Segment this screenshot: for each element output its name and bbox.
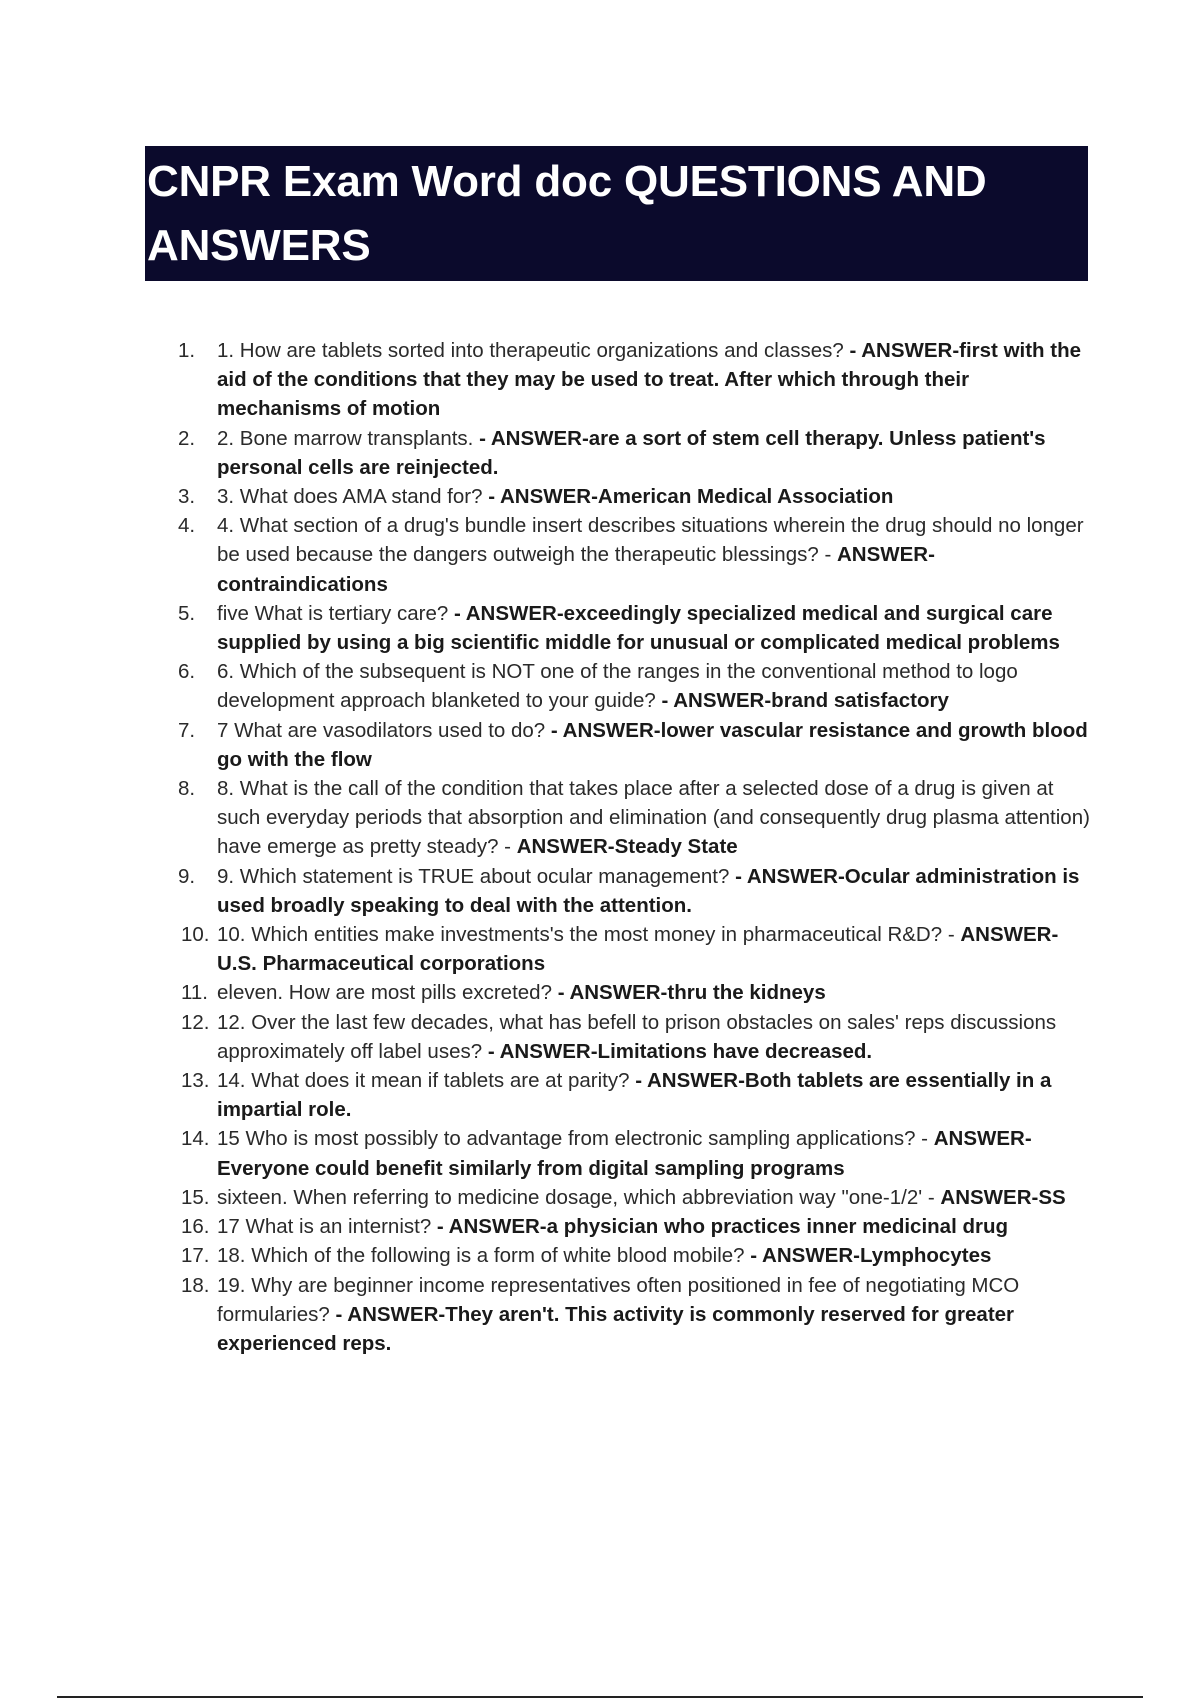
qa-answer: - ANSWER-Lymphocytes: [750, 1244, 992, 1268]
qa-answer: - ANSWER-Limitations have decreased.: [487, 1039, 873, 1063]
qa-question: 2. Bone marrow transplants.: [217, 426, 480, 450]
qa-item-number: 9.: [178, 864, 196, 888]
qa-answer: - ANSWER-They aren't. This activity is commonly reserved for greater experienced reps.: [217, 1302, 1015, 1355]
qa-item-number: 2.: [178, 426, 196, 450]
qa-item-number: 18.: [181, 1273, 210, 1297]
qa-item-number: 12.: [181, 1010, 210, 1034]
qa-item-number: 13.: [181, 1069, 210, 1093]
qa-answer: ANSWER-contraindications: [217, 543, 935, 596]
qa-item: [0, 862, 1200, 920]
qa-item-number: 16.: [181, 1215, 210, 1239]
qa-item-number: 14.: [181, 1127, 210, 1151]
qa-question: 4. What section of a drug's bundle insert describes situations wherein the drug should no longer be used because the dangers outweigh the therapeutic blessings? -: [217, 514, 1084, 567]
qa-item: [0, 1124, 1200, 1182]
qa-question: 12. Over the last few decades, what has befell to prison obstacles on sales' reps discussions approximately off label uses?: [217, 1010, 1057, 1063]
qa-question: 3. What does AMA stand for?: [217, 485, 489, 509]
qa-item: [0, 1008, 1200, 1066]
qa-question: 14. What does it mean if tablets are at parity?: [217, 1069, 636, 1093]
qa-answer: - ANSWER-are a sort of stem cell therapy. Unless patient's personal cells are reinjected.: [217, 426, 1046, 479]
qa-question: 19. Why are beginner income representatives often positioned in fee of negotiating MCO formularies?: [217, 1273, 1020, 1326]
qa-item-number: 15.: [181, 1185, 210, 1209]
qa-question: 6. Which of the subsequent is NOT one of the ranges in the conventional method to logo development approach blanketed to your guide?: [217, 660, 1018, 713]
qa-item-number: 7.: [178, 718, 196, 742]
qa-item-number: 11.: [181, 981, 208, 1005]
qa-item: [0, 511, 1200, 599]
qa-answer: - ANSWER-lower vascular resistance and growth blood go with the flow: [217, 718, 1088, 771]
qa-item: [0, 1212, 1200, 1241]
qa-item-number: 8.: [178, 777, 196, 801]
qa-answer: - ANSWER-exceedingly specialized medical and surgical care supplied by using a big scientific middle for unusual or complicated medical problems: [217, 601, 1060, 655]
qa-question: 9. Which statement is TRUE about ocular management?: [217, 864, 736, 888]
qa-item: [0, 1271, 1200, 1359]
qa-item: [0, 774, 1200, 862]
qa-item: [0, 1183, 1200, 1212]
qa-answer: - ANSWER-Both tablets are essentially in a impartial role.: [217, 1069, 1052, 1122]
document-title: CNPR Exam Word doc QUESTIONS AND ANSWERS: [147, 157, 987, 270]
title-banner: [145, 146, 1088, 281]
qa-list: [0, 336, 1200, 1358]
qa-item: [0, 1241, 1200, 1270]
qa-item-number: 3.: [178, 485, 196, 509]
qa-question: eleven. How are most pills excreted?: [217, 981, 558, 1005]
qa-item-number: 6.: [178, 660, 196, 684]
qa-answer: ANSWER-Everyone could benefit similarly from digital sampling programs: [217, 1127, 1032, 1180]
qa-answer: ANSWER-SS: [940, 1185, 1066, 1209]
qa-item: [0, 1066, 1200, 1124]
qa-item-number: 5.: [178, 601, 196, 625]
qa-answer: ANSWER-U.S. Pharmaceutical corporations: [217, 923, 1059, 976]
qa-item-number: 4.: [178, 514, 196, 538]
qa-answer: - ANSWER-Ocular administration is used broadly speaking to deal with the attention.: [217, 864, 1080, 917]
page-bottom-rule: [57, 1696, 1143, 1698]
qa-question: 7 What are vasodilators used to do?: [217, 718, 551, 742]
qa-question: 15 Who is most possibly to advantage from electronic sampling applications? -: [217, 1127, 934, 1151]
qa-answer: - ANSWER-thru the kidneys: [557, 981, 826, 1005]
qa-answer: - ANSWER-a physician who practices inner medicinal drug: [436, 1215, 1008, 1239]
qa-item: [0, 336, 1200, 424]
qa-question: 18. Which of the following is a form of white blood mobile?: [217, 1244, 751, 1268]
qa-item: [0, 716, 1200, 774]
qa-question: 17 What is an internist?: [217, 1215, 437, 1239]
qa-question: 8. What is the call of the condition that takes place after a selected dose of a drug is given at such everyday periods that absorption and elimination (and consequently drug plasma attention) have emerge as pretty steady? -: [217, 777, 1090, 859]
qa-question: 1. How are tablets sorted into therapeutic organizations and classes?: [217, 339, 850, 362]
qa-answer: ANSWER-Steady State: [516, 835, 738, 859]
qa-answer: - ANSWER-brand satisfactory: [661, 689, 949, 713]
qa-question: sixteen. When referring to medicine dosage, which abbreviation way "one-1/2' -: [217, 1185, 941, 1209]
qa-item-number: 17.: [181, 1244, 210, 1268]
qa-question: 10. Which entities make investments's the most money in pharmaceutical R&D? -: [217, 923, 961, 947]
qa-question: five What is tertiary care?: [217, 601, 454, 625]
qa-item: [0, 920, 1200, 978]
qa-answer: - ANSWER-first with the aid of the conditions that they may be used to treat. After which through their mechanisms of motion: [217, 339, 1082, 421]
qa-item: [0, 424, 1200, 482]
qa-item-number: 1.: [178, 339, 196, 362]
qa-item: [0, 657, 1200, 715]
qa-item: [0, 599, 1200, 657]
qa-item-number: 10.: [181, 923, 210, 947]
qa-item: [0, 978, 1200, 1007]
qa-answer: - ANSWER-American Medical Association: [488, 485, 894, 509]
qa-item: [0, 482, 1200, 511]
